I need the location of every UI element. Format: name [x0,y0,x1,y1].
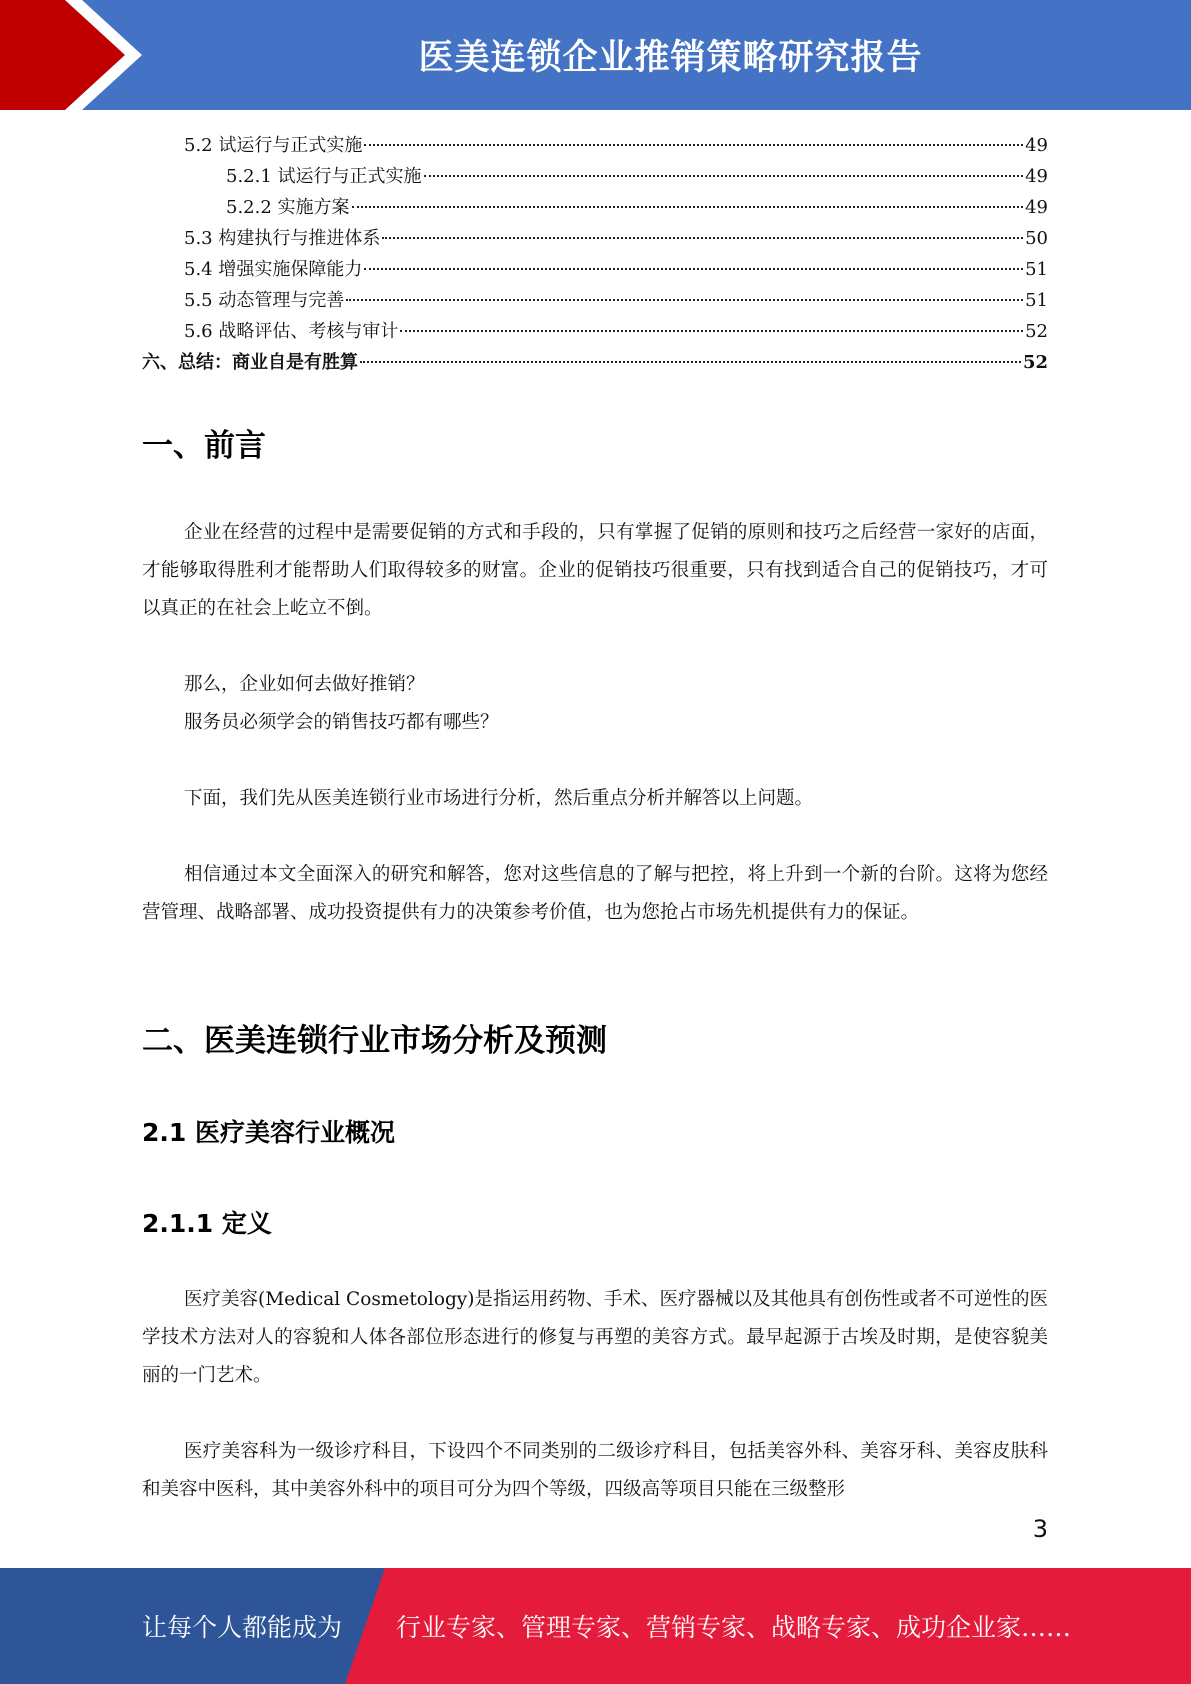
toc-entry[interactable] [142,254,1048,285]
report-title: 医美连锁企业推销策略研究报告 [418,38,923,78]
table-of-contents [142,130,1048,378]
toc-leader-dots [360,361,1021,363]
toc-entry-label: 5.2 试运行与正式实施 [184,135,363,156]
toc-entry[interactable] [142,223,1048,254]
toc-entry-page: 49 [1025,135,1048,156]
toc-leader-dots [424,175,1024,177]
footer-slogan-left: 让每个人都能成为 [142,1613,343,1642]
section-heading-preface: 一、前言 [142,428,266,464]
toc-entry-label: 5.6 战略评估、考核与审计 [184,321,399,342]
toc-entry-label: 六、总结：商业自是有胜算 [142,352,358,373]
toc-entry-label: 5.3 构建执行与推进体系 [184,228,381,249]
toc-entry[interactable] [142,347,1048,378]
section-heading-market-analysis: 二、医美连锁行业市场分析及预测 [142,1023,607,1059]
toc-entry-page: 51 [1025,259,1048,280]
toc-entry[interactable] [142,161,1048,192]
paragraph: 医疗美容科为一级诊疗科目，下设四个不同类别的二级诊疗科目，包括美容外科、美容牙科、美容皮肤科和美容中医科，其中美容外科中的项目可分为四个等级，四级高等项目只能在三级整形 [142,1441,1048,1500]
paragraph: 医疗美容(Medical Cosmetology)是指运用药物、手术、医疗器械以及其他具有创伤性或者不可逆性的医学技术方法对人的容貌和人体各部位形态进行的修复与再塑的美容方式。最早起源于古埃及时期，是使容貌美丽的一门艺术。 [142,1289,1048,1386]
toc-entry-label: 5.5 动态管理与完善 [184,290,345,311]
toc-entry[interactable] [142,130,1048,161]
header-banner [0,0,1191,110]
paragraph: 下面，我们先从医美连锁行业市场进行分析，然后重点分析并解答以上问题。 [184,788,814,809]
toc-leader-dots [364,144,1023,146]
toc-entry-page: 49 [1025,166,1048,187]
paragraph: 相信通过本文全面深入的研究和解答，您对这些信息的了解与把控，将上升到一个新的台阶。这将为您经营管理、战略部署、成功投资提供有力的决策参考价值，也为您抢占市场先机提供有力的保证。 [142,864,1048,923]
toc-entry-page: 52 [1022,352,1048,373]
toc-entry-page: 50 [1025,228,1048,249]
toc-entry-label: 5.4 增强实施保障能力 [184,259,363,280]
paragraph: 企业在经营的过程中是需要促销的方式和手段的，只有掌握了促销的原则和技巧之后经营一家好的店面，才能够取得胜利才能帮助人们取得较多的财富。企业的促销技巧很重要，只有找到适合自己的促销技巧，才可以真正的在社会上屹立不倒。 [142,522,1048,619]
footer-banner [0,1568,1191,1684]
toc-leader-dots [352,206,1024,208]
toc-entry-label: 5.2.1 试运行与正式实施 [226,166,422,187]
toc-leader-dots [400,330,1023,332]
toc-entry[interactable] [142,285,1048,316]
toc-leader-dots [382,237,1023,239]
question-line: 那么，企业如何去做好推销？ [184,674,425,695]
toc-leader-dots [364,268,1023,270]
header-arrow-decoration [0,0,160,110]
toc-entry[interactable] [142,192,1048,223]
subsection-heading: 2.1.1 定义 [142,1209,272,1238]
toc-entry-page: 51 [1025,290,1048,311]
toc-entry[interactable] [142,316,1048,347]
toc-entry-label: 5.2.2 实施方案 [226,197,350,218]
question-line: 服务员必须学会的销售技巧都有哪些？ [184,712,499,733]
toc-entry-page: 49 [1025,197,1048,218]
subsection-heading: 2.1 医疗美容行业概况 [142,1118,395,1147]
toc-entry-page: 52 [1025,321,1048,342]
footer-slogan-right: 行业专家、管理专家、营销专家、战略专家、成功企业家…… [396,1613,1072,1642]
toc-leader-dots [346,299,1023,301]
page-number: 3 [1032,1515,1048,1543]
